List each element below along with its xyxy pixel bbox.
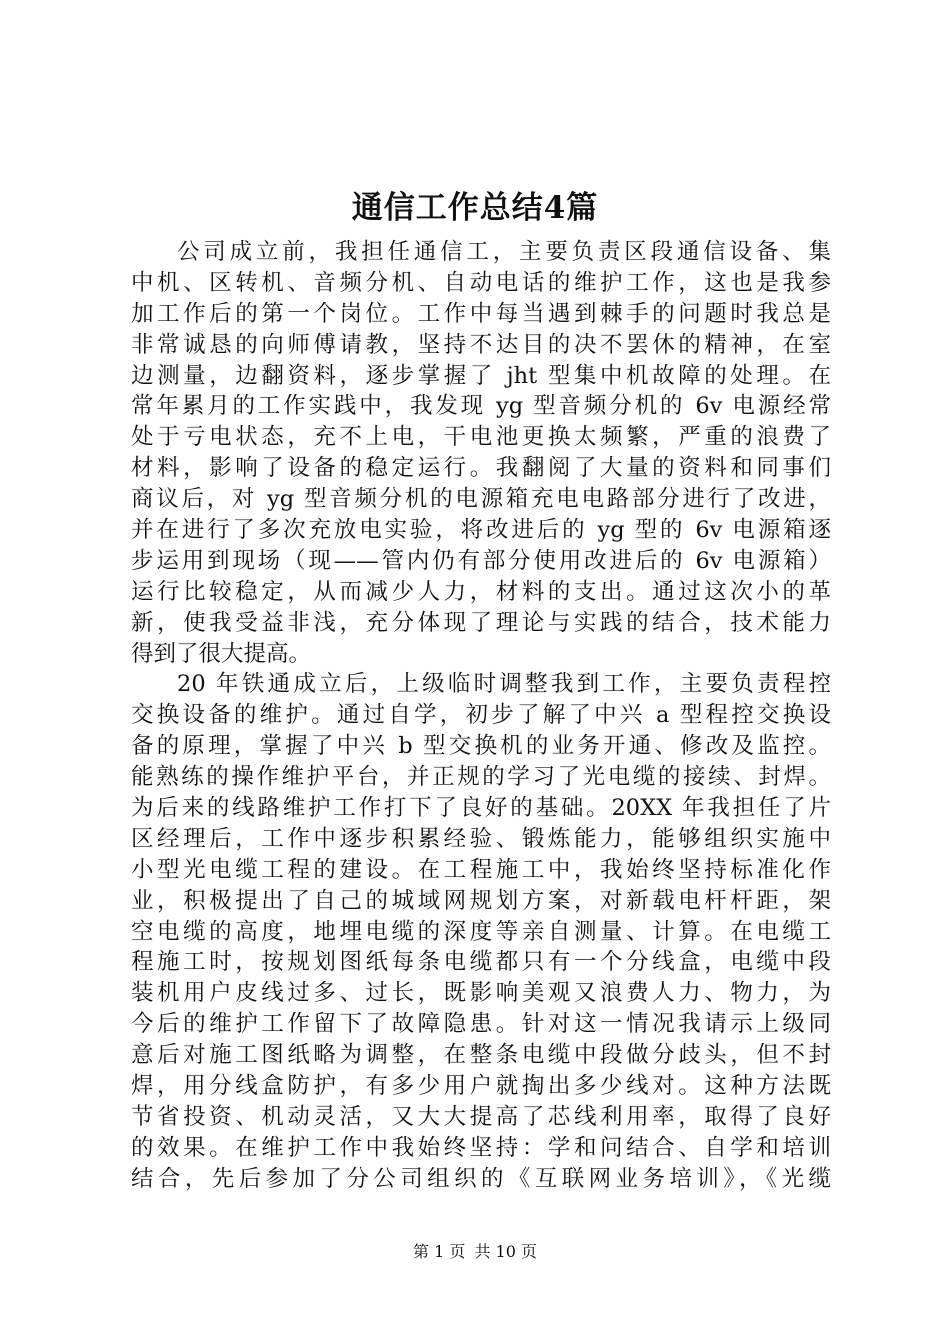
- body-line: 新，使我受益非浅，充分体现了理论与实践的结合，技术能力: [131, 609, 831, 636]
- page-number: 第 1 页: [413, 1242, 466, 1261]
- body-line: 公司成立前，我担任通信工，主要负责区段通信设备、集: [177, 239, 831, 265]
- body-line: 小型光电缆工程的建设。在工程施工中，我始终坚持标准化作: [131, 856, 831, 883]
- body-line: 得到了很大提高。: [131, 640, 312, 667]
- body-line: 运行比较稳定，从而减少人力，材料的支出。通过这次小的革: [131, 578, 831, 605]
- page-footer: [0, 1240, 950, 1264]
- body-line: 焊，用分线盒防护，有多少用户就掏出多少线对。这种方法既: [131, 1073, 831, 1100]
- page-total: 共 10 页: [474, 1242, 537, 1261]
- body-line: 能熟练的操作维护平台，并正规的学习了光电缆的接续、封焊。: [131, 764, 831, 791]
- body-line: 中机、区转机、音频分机、自动电话的维护工作，这也是我参: [131, 269, 831, 296]
- body-line: 加工作后的第一个岗位。工作中每当遇到棘手的问题时我总是: [131, 300, 831, 327]
- body-line: 业，积极提出了自己的城域网规划方案，对新载电杆杆距，架: [131, 887, 831, 914]
- body-line: 边测量，边翻资料，逐步掌握了 jht 型集中机故障的处理。在: [131, 362, 831, 389]
- body-line: 的效果。在维护工作中我始终坚持：学和问结合、自学和培训: [131, 1134, 831, 1161]
- body-line: 装机用户皮线过多、过长，既影响美观又浪费人力、物力，为: [131, 980, 831, 1007]
- body-line: 交换设备的维护。通过自学，初步了解了中兴 a 型程控交换设: [131, 702, 831, 729]
- body-line: 并在进行了多次充放电实验，将改进后的 yg 型的 6v 电源箱逐: [131, 517, 831, 544]
- body-line: 处于亏电状态，充不上电，干电池更换太频繁，严重的浪费了: [131, 424, 831, 451]
- body-line: 程施工时，按规划图纸每条电缆都只有一个分线盒，电缆中段: [131, 949, 831, 976]
- document-body: [131, 237, 831, 1195]
- body-line: 节省投资、机动灵活，又大大提高了芯线利用率，取得了良好: [131, 1103, 831, 1130]
- body-line: 结合，先后参加了分公司组织的《互联网业务培训》，《光缆: [131, 1165, 831, 1192]
- body-line: 常年累月的工作实践中，我发现 yg 型音频分机的 6v 电源经常: [131, 393, 831, 420]
- body-line: 商议后，对 yg 型音频分机的电源箱充电电路部分进行了改进，: [131, 486, 831, 513]
- body-line: 步运用到现场（现——管内仍有部分使用改进后的 6v 电源箱）: [131, 547, 831, 574]
- body-line: 材料，影响了设备的稳定运行。我翻阅了大量的资料和同事们: [131, 455, 831, 482]
- body-line: 20 年铁通成立后，上级临时调整我到工作，主要负责程控: [177, 671, 831, 698]
- body-line: 非常诚恳的向师傅请教，坚持不达目的决不罢休的精神，在室: [131, 331, 831, 358]
- body-line: 区经理后，工作中逐步积累经验、锻炼能力，能够组织实施中: [131, 825, 831, 852]
- body-line: 为后来的线路维护工作打下了良好的基础。20XX 年我担任了片: [131, 795, 831, 822]
- body-line: 今后的维护工作留下了故障隐患。针对这一情况我请示上级同: [131, 1011, 831, 1038]
- body-line: 空电缆的高度，地埋电缆的深度等亲自测量、计算。在电缆工: [131, 918, 831, 945]
- body-line: 备的原理，掌握了中兴 b 型交换机的业务开通、修改及监控。: [131, 733, 831, 760]
- body-line: 意后对施工图纸略为调整，在整条电缆中段做分歧头，但不封: [131, 1042, 831, 1069]
- document-title: 通信工作总结4篇: [351, 190, 599, 226]
